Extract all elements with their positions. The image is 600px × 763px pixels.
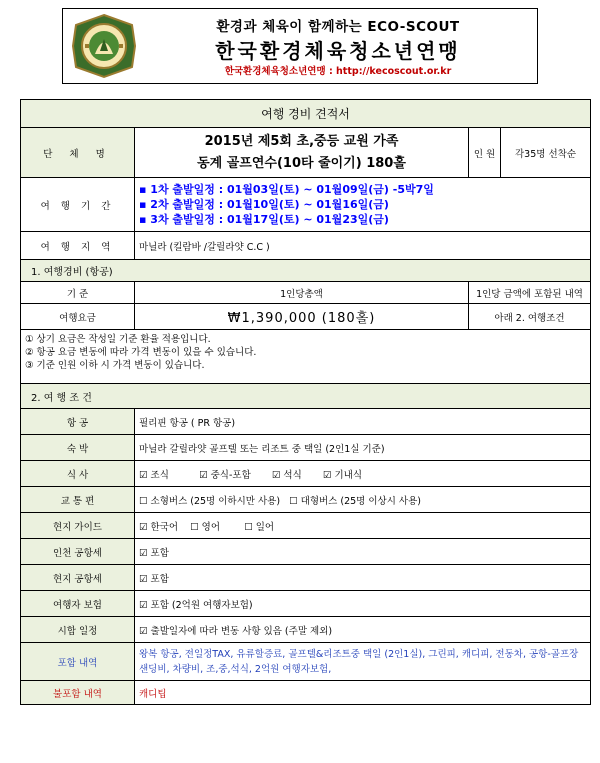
section1-heading: 1. 여행경비 (항공): [21, 260, 591, 282]
condition-value-lodging: 마닐라 갈릴라얏 골프텔 또는 리조트 중 택일 (2인1실 기준): [135, 435, 591, 461]
condition-label-guide: 현지 가이드: [21, 513, 135, 539]
condition-label-incheon-tax: 인천 공항세: [21, 539, 135, 565]
condition-value-incheon-tax: ☑ 포함: [135, 539, 591, 565]
condition-label-insurance: 여행자 보험: [21, 591, 135, 617]
condition-label-schedule: 시합 일정: [21, 617, 135, 643]
included-value: 왕복 항공, 전일정TAX, 유류할증료, 골프텔&리조트중 택일 (2인1실), 그린피, 캐디피, 전동차, 공항-골프장샌딩비, 차량비, 조,중,석식, 2억원 여행자보험,: [135, 643, 591, 681]
condition-value-airline: 필리핀 항공 ( PR 항공): [135, 409, 591, 435]
included-header: 1인당 금액에 포함된 내역: [469, 282, 591, 304]
people-value: 각35명 선착순: [501, 128, 591, 178]
period-line-3: ▪ 3차 출발일정 : 01월17일(토) ~ 01월23일(금): [139, 213, 389, 226]
condition-value-guide: ☑ 한국어 ☐ 영어 ☐ 일어: [135, 513, 591, 539]
excluded-label: 불포함 내역: [21, 681, 135, 705]
org-website-link[interactable]: 한국환경체육청소년연맹 : http://kecoscout.or.kr: [224, 66, 452, 77]
fare-note-2: ② 항공 요금 변동에 따라 가격 변동이 있을 수 있습니다.: [25, 347, 257, 358]
period-line-1: ▪ 1차 출발일정 : 01월03일(토) ~ 01월09일(금) -5박7일: [139, 183, 434, 196]
org-name: 한국환경체육청소년연맹: [215, 39, 461, 63]
condition-label-transport: 교 통 편: [21, 487, 135, 513]
condition-value-local-tax: ☑ 포함: [135, 565, 591, 591]
fare-label: 여행요금: [21, 304, 135, 330]
period-line-2: ▪ 2차 출발일정 : 01월10일(토) ~ 01월16일(금): [139, 198, 389, 211]
condition-label-meals: 식 사: [21, 461, 135, 487]
fare-notes: [21, 330, 591, 384]
standard-label: 기 준: [21, 282, 135, 304]
condition-value-meals: ☑ 조식 ☑ 중식-포함 ☑ 석식 ☑ 기내식: [135, 461, 591, 487]
region-value: 마닐라 (킬람바 /갈릴라얏 C.C ): [135, 232, 591, 260]
period-label: 여 행 기 간: [21, 178, 135, 232]
org-slogan: 환경과 체육이 함께하는 ECO-SCOUT: [216, 19, 460, 35]
period-value: [135, 178, 591, 232]
region-label: 여 행 지 역: [21, 232, 135, 260]
fare-note-3: ③ 기준 인원 이하 시 가격 변동이 있습니다.: [25, 360, 205, 371]
group-label: 단 체 명: [21, 128, 135, 178]
fare-note: 아래 2. 여행조건: [469, 304, 591, 330]
condition-label-lodging: 숙 박: [21, 435, 135, 461]
condition-label-local-tax: 현지 공항세: [21, 565, 135, 591]
org-logo-icon: [71, 13, 137, 79]
condition-value-schedule: ☑ 출발일자에 따라 변동 사항 있음 (주말 제외): [135, 617, 591, 643]
group-name-line2: 동계 골프연수(10타 줄이기) 180홀: [197, 155, 406, 171]
fare-note-1: ① 상기 요금은 작성일 기준 환율 적용입니다.: [25, 334, 211, 345]
total-label: 1인당총액: [135, 282, 469, 304]
included-label: 포함 내역: [21, 643, 135, 681]
group-name-line1: 2015년 제5회 초,중등 교원 가족: [204, 133, 399, 149]
condition-value-transport: ☐ 소형버스 (25명 이하시만 사용) ☐ 대형버스 (25명 이상시 사용): [135, 487, 591, 513]
fare-value: ₩1,390,000 (180홀): [135, 304, 469, 330]
condition-label-airline: 항 공: [21, 409, 135, 435]
people-label: 인 원: [469, 128, 501, 178]
condition-value-insurance: ☑ 포함 (2억원 여행자보험): [135, 591, 591, 617]
excluded-value: 캐디팁: [135, 681, 591, 705]
group-name: [135, 128, 469, 178]
org-header: [62, 8, 538, 84]
section2-heading: 2. 여 행 조 건: [21, 384, 591, 409]
estimate-table: [20, 99, 591, 705]
doc-title: 여행 경비 견적서: [21, 100, 591, 128]
